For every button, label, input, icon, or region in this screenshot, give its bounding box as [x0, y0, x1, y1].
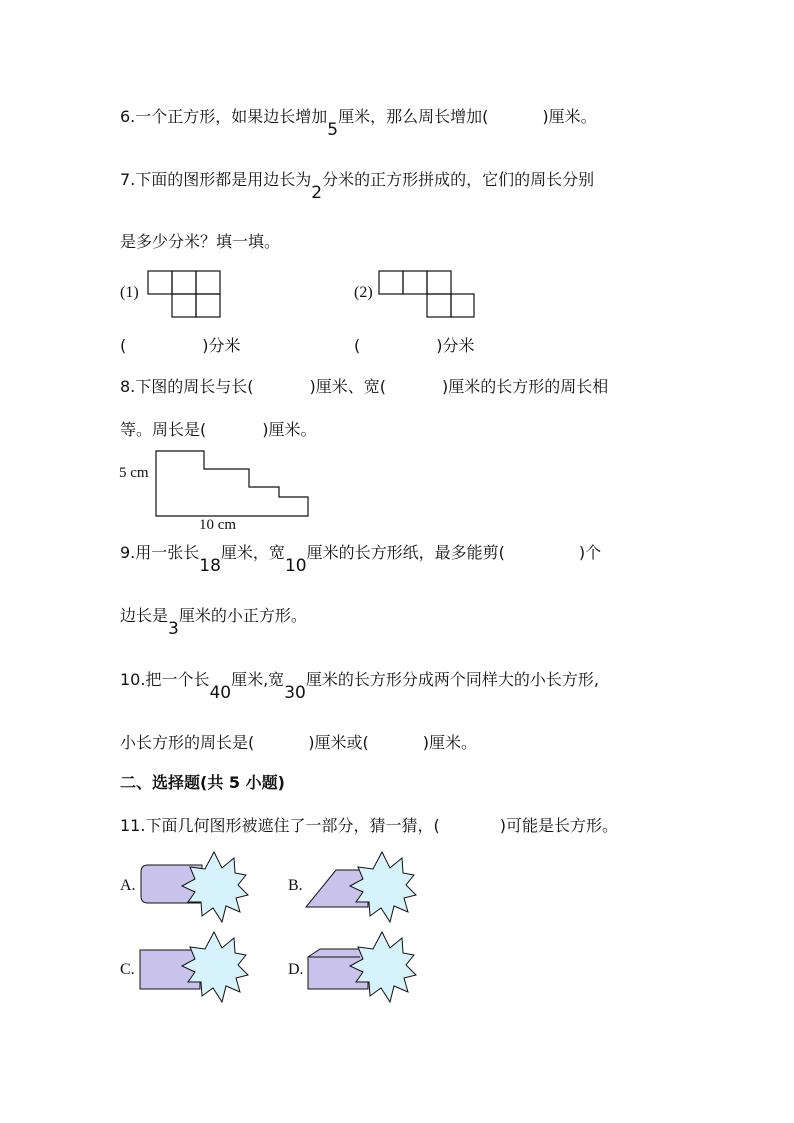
q10-line-2 [120, 733, 477, 753]
q9-text-a: 9.用一张长 [120, 543, 200, 562]
q8-text-e: )厘米。 [262, 420, 317, 439]
q7-answer-2 [354, 336, 475, 356]
q9-line-2 [120, 606, 307, 639]
q8-height-label: 5 cm [119, 465, 149, 481]
q10-length-number: 40 [209, 683, 232, 703]
question-9 [120, 543, 602, 576]
q7-figure-2-label: (2) [354, 284, 373, 301]
q9-text-e: 边长是 [120, 606, 169, 625]
q7-figure-1-label: (1) [120, 284, 139, 301]
q10-text-f: )厘米。 [422, 733, 477, 752]
q9-width-number: 10 [284, 556, 307, 576]
q6-text-end: )厘米。 [542, 107, 597, 126]
q11-option-b-label[interactable]: B. [288, 877, 303, 894]
q6-text-pre: 6.一个正方形，如果边长增加 [120, 107, 328, 126]
q9-text-b: 厘米，宽 [220, 543, 285, 562]
section-2-title: 二、选择题(共 5 小题) [120, 773, 285, 792]
q11-option-d-figure[interactable] [306, 930, 416, 1005]
q8-width-label: 10 cm [199, 517, 237, 533]
question-11 [120, 816, 618, 836]
q7-answer-1 [120, 336, 241, 356]
q7-figure-1 [147, 270, 223, 320]
question-10 [120, 670, 599, 703]
q11-option-c-figure[interactable] [138, 930, 248, 1005]
q7-ans1-close: )分米 [202, 336, 241, 355]
q6-text-post: 厘米，那么周长增加( [338, 107, 489, 126]
question-8 [120, 377, 608, 397]
q10-width-number: 30 [284, 683, 306, 703]
question-6 [120, 107, 597, 140]
q10-text-e: )厘米或( [308, 733, 369, 752]
q11-option-a-figure[interactable] [138, 850, 248, 925]
q7-figure-2 [378, 270, 478, 320]
q9-length-number: 18 [199, 556, 221, 576]
q11-text-b: )可能是长方形。 [499, 816, 618, 835]
q10-text-c: 厘米的长方形分成两个同样大的小长方形, [305, 670, 599, 689]
q7-ans2-close: )分米 [436, 336, 475, 355]
q11-option-a-label[interactable]: A. [120, 877, 136, 894]
q7-line-2: 是多少分米？填一填。 [120, 232, 281, 251]
q10-text-a: 10.把一个长 [120, 670, 210, 689]
q8-line-2 [120, 420, 317, 440]
q11-option-b-figure[interactable] [306, 850, 421, 925]
q11-text-a: 11.下面几何图形被遮住了一部分，猜一猜，( [120, 816, 440, 835]
q9-text-f: 厘米的小正方形。 [178, 606, 307, 625]
q8-text-d: 等。周长是( [120, 420, 207, 439]
q11-option-c-label[interactable]: C. [120, 961, 135, 978]
q8-staircase-figure [155, 450, 311, 520]
question-7 [120, 170, 595, 203]
q7-text-post: 分米的正方形拼成的，它们的周长分别 [322, 170, 595, 189]
q7-number: 2 [311, 183, 323, 203]
q9-text-c: 厘米的长方形纸，最多能剪( [306, 543, 505, 562]
q10-text-d: 小长方形的周长是( [120, 733, 255, 752]
q7-text-pre: 7.下面的图形都是用边长为 [120, 170, 312, 189]
q7-ans1-open: ( [120, 336, 127, 355]
q9-side-number: 3 [168, 619, 179, 639]
q7-ans2-open: ( [354, 336, 361, 355]
q11-option-d-label[interactable]: D. [288, 961, 304, 978]
q8-text-c: )厘米的长方形的周长相 [442, 377, 609, 396]
q9-text-d: )个 [578, 543, 602, 562]
q6-number: 5 [327, 120, 339, 140]
q8-text-a: 8.下图的周长与长( [120, 377, 254, 396]
q10-text-b: 厘米,宽 [231, 670, 285, 689]
q8-text-b: )厘米、宽( [309, 377, 387, 396]
